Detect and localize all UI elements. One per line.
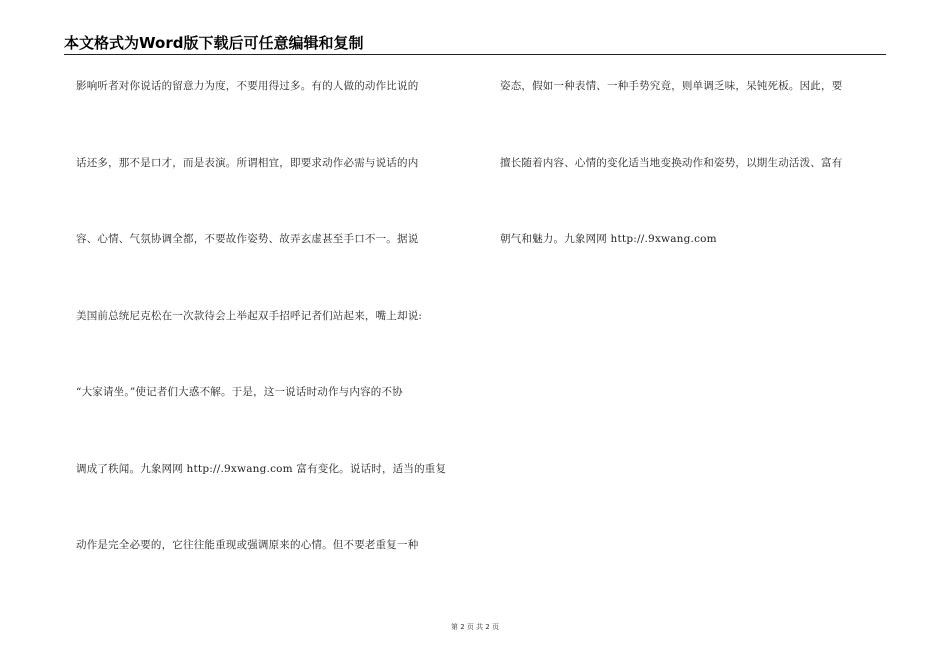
text-line: 姿态，假如一种表情、一种手势究竟，则单调乏味，呆钝死板。因此，要	[500, 80, 843, 92]
text-line: 动作是完全必要的，它往往能重现或强调原来的心情。但不要老重复一种	[76, 539, 419, 551]
text-line: 调成了秩闻。九象网网 http://.9xwang.com 富有变化。说话时，适当的重复	[76, 462, 447, 475]
page-header	[64, 34, 886, 54]
text-line: 影响听者对你说话的留意力为度，不要用得过多。有的人做的动作比说的	[76, 80, 419, 92]
right-text-column	[500, 76, 890, 306]
left-text-column	[76, 76, 466, 612]
text-line: 美国前总统尼克松在一次款待会上举起双手招呼记者们站起来，嘴上却说:	[76, 309, 423, 322]
text-line: 朝气和魅力。九象网网 http://.9xwang.com	[500, 233, 717, 245]
header-title: 本文格式为Word版下载后可任意编辑和复制	[64, 34, 364, 52]
text-line: 擅长随着内容、心情的变化适当地变换动作和姿势，以期生动活泼、富有	[500, 156, 843, 169]
text-line: “大家请坐。”使记者们大惑不解。于是，这一说话时动作与内容的不协	[76, 386, 403, 398]
text-line: 话还多，那不是口才，而是表演。所谓相宜，即要求动作必需与说话的内	[76, 156, 419, 169]
text-line: 容、心情、气氛协调全都，不要故作姿势、故弄玄虚甚至手口不一。据说	[76, 233, 419, 245]
page-number-footer: 第 2 页 共 2 页	[450, 623, 500, 631]
header-divider	[64, 54, 886, 55]
